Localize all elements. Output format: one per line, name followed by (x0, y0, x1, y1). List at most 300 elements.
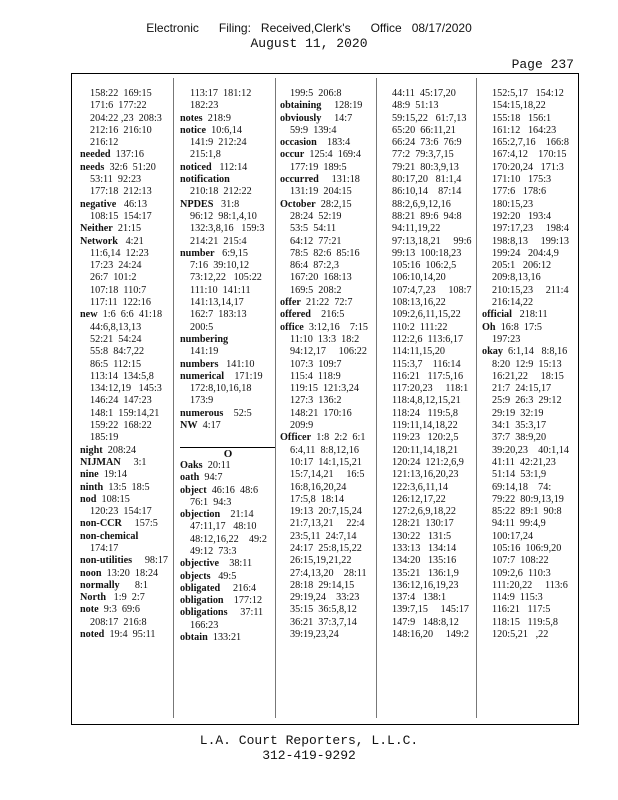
index-references-line: 51:14 53:1,9 (492, 469, 547, 481)
index-entry (180, 420, 276, 432)
index-references-line: 180:15,23 (492, 198, 534, 210)
index-references-line: 76:1 94:3 (190, 496, 232, 508)
index-references: 3:1 (120, 456, 147, 468)
index-references: 13:20 18:24 (101, 567, 159, 579)
index-references-line: 171:6 177:22 (90, 100, 147, 112)
index-references-line: 216:14,22 (492, 297, 534, 309)
index-entry (80, 580, 176, 592)
index-references-line: 88:21 89:6 94:8 (392, 210, 462, 222)
index-word: obligation (180, 595, 224, 607)
index-word: notes (180, 112, 203, 124)
index-references: 141:10 (218, 358, 255, 370)
column-divider (275, 78, 276, 718)
index-references-line: 212:16 216:10 (90, 124, 152, 136)
index-column-1 (80, 88, 176, 641)
index-word: negative (80, 198, 117, 210)
index-references-line: 69:14,18 74: (492, 481, 552, 493)
index-entry (180, 199, 276, 211)
index-references: 28:2,15 (315, 198, 352, 210)
index-entry (180, 558, 276, 570)
index-references: 20:11 (202, 459, 231, 471)
index-references-line: 119:11,14,18,22 (392, 420, 458, 432)
index-entry (80, 568, 176, 580)
index-references-line: 118:15 119:5,8 (492, 616, 559, 628)
index-references-line: 39:19,23,24 (290, 629, 339, 641)
index-entry (280, 297, 376, 309)
index-references-line: 127:2,6,9,18,22 (392, 506, 456, 518)
index-entry (180, 113, 276, 125)
index-references: 125:4 169:4 (304, 149, 361, 161)
index-references-line: 53:5 54:11 (290, 223, 337, 235)
index-word: North (80, 592, 107, 604)
index-references: 108:15 (96, 493, 130, 505)
index-references-line: 94:11 99:4,9 (492, 518, 546, 530)
index-word: non-utilities (80, 555, 133, 567)
index-references-line: 113:17 181:12 (190, 88, 252, 99)
index-references-line: 120:11,14,18,21 (392, 444, 459, 456)
index-references-line: 66:24 73:6 76:9 (392, 137, 462, 149)
index-entry (482, 346, 578, 358)
index-references-line: 158:22 169:15 (90, 88, 152, 99)
index-references-line: 55:8 84:7,22 (90, 346, 145, 358)
index-entry (80, 482, 176, 494)
index-references: 1:8 2:2 6:1 (311, 432, 366, 444)
index-references-line: 177:6 178:6 (492, 186, 547, 198)
index-word: new (80, 309, 98, 321)
index-references-line: 110:2 111:22 (392, 321, 448, 333)
index-references-line: 23:5,11 24:7,14 (290, 530, 357, 542)
index-references-line: 152:5,17 154:12 (492, 88, 564, 99)
index-word: noon (80, 567, 102, 579)
index-word: non-CCR (80, 518, 122, 530)
index-references-line: 169:5 208:2 (290, 284, 342, 296)
index-references-line: 126:12,17,22 (392, 493, 446, 505)
page-number: Page 237 (511, 57, 574, 72)
index-references-line: 136:12,16,19,23 (392, 579, 459, 591)
index-references-line: 120:24 121:2,6,9 (392, 456, 464, 468)
index-references: 37:11 (227, 607, 264, 619)
index-word: numerical (180, 370, 225, 382)
index-references-line: 86:5 112:15 (90, 358, 142, 370)
index-references-line: 116:21 117:5 (492, 604, 551, 616)
index-references-line: 133:13 134:14 (392, 542, 457, 554)
index-references-line: 77:2 79:3,7,15 (392, 149, 454, 161)
index-references-line: 35:15 36:5,8,12 (290, 604, 357, 616)
index-entry (280, 113, 376, 125)
index-references-line: 146:24 147:23 (90, 395, 152, 407)
index-references: 19:14 (98, 469, 127, 481)
index-references: 32:6 51:20 (104, 161, 156, 173)
index-references-line: 135:21 136:1,9 (392, 567, 459, 579)
index-references-line: 7:16 39:10,12 (190, 260, 250, 272)
index-entry (80, 592, 176, 604)
index-references-line: 114:9 115:3 (492, 592, 543, 604)
index-references-line: 117:20,23 118:1 (392, 383, 469, 395)
index-references-line: 80:17,20 81:1,4 (392, 174, 462, 186)
index-references: 133:21 (207, 632, 242, 644)
index-references-line: 26:7 101:2 (90, 272, 137, 284)
index-word: noticed (180, 161, 212, 173)
index-references-line: 115:4 118:9 (290, 370, 341, 382)
index-word: night (80, 444, 103, 456)
index-references-line: 65:20 66:11,21 (392, 124, 456, 136)
index-references-line: 215:1,8 (190, 149, 221, 161)
index-word: occurred (280, 174, 319, 186)
index-references-line: 11:10 13:3 18:2 (290, 333, 360, 345)
index-word: oath (180, 472, 200, 484)
index-references-line: 141:19 (190, 346, 219, 358)
index-references-line: 216:12 (90, 137, 119, 149)
index-entry (280, 100, 376, 112)
index-references-line: 115:3,7 116:14 (392, 358, 461, 370)
index-word: offered (280, 309, 311, 321)
index-references-line: 210:18 212:22 (190, 186, 252, 198)
index-references-line: 148:16,20 149:2 (392, 629, 469, 641)
index-references-line: 16:21,22 18:15 (492, 370, 564, 382)
index-references-line: 8:20 12:9 15:13 (492, 358, 562, 370)
index-references: 216:4 (220, 582, 257, 594)
column-divider (476, 78, 477, 718)
index-references-line: 36:21 37:3,7,14 (290, 616, 357, 628)
index-word: obligations (180, 607, 228, 619)
index-word: obtain (180, 632, 208, 644)
index-references: 183:4 (316, 137, 351, 149)
index-references-line: 118:24 119:5,8 (392, 407, 459, 419)
index-references-line: 10:17 14:1,15,21 (290, 456, 362, 468)
index-references: 21:15 (112, 223, 142, 235)
index-column-4 (382, 88, 478, 641)
index-references-line: 209:9 (290, 420, 314, 432)
index-references-line: 86:10,14 87:14 (392, 186, 462, 198)
index-references: 10:6,14 (206, 124, 242, 136)
index-references-line: 111:20,22 113:6 (492, 579, 568, 591)
index-entry (280, 199, 376, 211)
index-references: 31:8 (213, 198, 240, 210)
index-references-line: 48:9 51:13 (392, 100, 439, 112)
index-references-line: 120:23 154:17 (90, 506, 152, 518)
index-references-line: 106:10,14,20 (392, 272, 446, 284)
index-references: 128:19 (321, 100, 363, 112)
index-entry (280, 309, 376, 321)
index-references-line: 192:20 193:4 (492, 210, 552, 222)
index-references: 3:12,16 7:15 (303, 321, 369, 333)
index-references: 19:4 95:11 (104, 629, 156, 641)
index-entry (280, 137, 376, 149)
index-references-line: 200:5 (190, 321, 214, 333)
index-references-line: 107:3 109:7 (290, 358, 342, 370)
index-references-line: 108:13,16,22 (392, 297, 446, 309)
footer-company: L.A. Court Reporters, L.L.C. (199, 733, 419, 748)
index-word: offer (280, 297, 301, 309)
index-word: number (180, 247, 215, 259)
index-references-line: 19:13 20:7,15,24 (290, 506, 362, 518)
index-word: October (280, 198, 316, 210)
index-word: NW (180, 420, 198, 432)
index-references-line: 15:7,14,21 16:5 (290, 469, 365, 481)
index-references-line: 132:3,8,16 159:3 (190, 223, 265, 235)
index-references: 16:8 17:5 (495, 321, 543, 333)
index-entry (80, 162, 176, 174)
index-references: 157:5 (121, 518, 158, 530)
index-word: numbering (180, 333, 229, 345)
index-entry (80, 223, 176, 235)
index-references-line: 17:5,8 18:14 (290, 493, 345, 505)
index-references-line: 34:1 35:3,17 (492, 420, 547, 432)
index-references-line: 105:16 106:9,20 (492, 542, 562, 554)
index-references-line: 108:15 154:17 (90, 210, 152, 222)
index-references-line: 174:17 (90, 542, 119, 554)
index-word: obligated (180, 582, 221, 594)
index-references: 52:5 (223, 407, 252, 419)
index-entry (80, 236, 176, 248)
index-references-line: 17:23 24:24 (90, 260, 142, 272)
index-references: 21:22 72:7 (300, 297, 353, 309)
index-references-line: 29:19,24 33:23 (290, 592, 360, 604)
index-word: objects (180, 570, 211, 582)
index-references-line: 99:13 100:18,23 (392, 247, 462, 259)
document-date: August 11, 2020 (250, 36, 368, 51)
index-word: nine (80, 469, 99, 481)
index-references-line: 120:5,21 ,22 (492, 629, 549, 641)
index-references: 4:17 (197, 420, 221, 432)
index-word: needs (80, 161, 105, 173)
index-entry (80, 518, 176, 530)
index-entry (180, 472, 276, 484)
index-references: 6:9,15 (214, 247, 248, 259)
index-references-line: 52:21 54:24 (90, 333, 142, 345)
index-references-line: 121:13,16,20,23 (392, 469, 459, 481)
index-references-line: 73:12,22 105:22 (190, 272, 262, 284)
index-references-line: 100:17,24 (492, 530, 534, 542)
index-references-line: 155:18 156:1 (492, 112, 552, 124)
index-word: objection (180, 509, 221, 521)
index-references-line: 159:22 168:22 (90, 420, 152, 432)
index-references-line: 118:4,8,12,15,21 (392, 395, 461, 407)
index-references-line: 16:8,16,20,24 (290, 481, 347, 493)
index-references-line: 107:18 110:7 (90, 284, 147, 296)
index-references-line: 214:21 215:4 (190, 235, 247, 247)
index-references: 38:11 (219, 558, 253, 570)
index-word: numerous (180, 407, 224, 419)
index-references-line: 113:14 134:5,8 (90, 370, 154, 382)
index-references-line: 88:2,6,9,12,16 (392, 198, 451, 210)
index-references: 6:1,14 8:8,16 (502, 346, 568, 358)
index-references-line: 130:22 131:5 (392, 530, 452, 542)
index-word: nod (80, 493, 97, 505)
index-entry (180, 632, 276, 644)
index-references: 218:11 (512, 309, 548, 321)
column-divider (376, 78, 377, 718)
index-references-line: 165:2,7,16 166:8 (492, 137, 569, 149)
index-entry (80, 457, 176, 469)
index-references-line: 105:16 106:2,5 (392, 260, 457, 272)
index-references-line: 94:11,19,22 (392, 223, 441, 235)
index-references-line: 109:2,6,11,15,22 (392, 309, 461, 321)
index-word: Officer (280, 432, 312, 444)
index-references: 94:7 (199, 472, 223, 484)
index-entry (180, 248, 276, 260)
index-references-line: 119:23 120:2,5 (392, 432, 459, 444)
index-column-5 (482, 88, 578, 641)
index-references: 131:18 (318, 174, 360, 186)
index-references-line: 107:7 108:22 (492, 555, 549, 567)
index-references-line: 141:13,14,17 (190, 297, 244, 309)
index-references-line: 204:22 ,23 208:3 (90, 112, 162, 124)
index-word: noted (80, 629, 105, 641)
index-references-line: 59:9 139:4 (290, 124, 337, 136)
index-references-line: 29:19 32:19 (492, 407, 544, 419)
index-references-line: 28:24 52:19 (290, 210, 342, 222)
index-references-line: 177:19 189:5 (290, 161, 347, 173)
index-references-line: 48:12,16,22 49:2 (190, 533, 267, 545)
index-entry (80, 629, 176, 641)
index-entry (482, 322, 578, 334)
column-divider (173, 78, 174, 718)
index-word: okay (482, 346, 503, 358)
index-references: 21:14 (220, 509, 254, 521)
index-references-line: 94:12,17 106:22 (290, 346, 367, 358)
index-references-line: 162:7 183:13 (190, 309, 247, 321)
filing-header: Electronic Filing: Received,Clerk's Office 08/17/2020 (146, 21, 472, 35)
index-references-line: 128:21 130:17 (392, 518, 454, 530)
index-entry (80, 555, 176, 567)
index-word: NPDES (180, 198, 214, 210)
index-references-line: 11:6,14 12:23 (90, 247, 149, 259)
index-references: 208:24 (102, 444, 137, 456)
index-word: normally (80, 579, 120, 591)
index-word: Neither (80, 223, 113, 235)
index-references-line: 109:2,6 110:3 (492, 567, 551, 579)
index-entry (280, 174, 376, 186)
index-references-line: 28:18 29:14,15 (290, 579, 355, 591)
index-references-line: 78:5 82:6 85:16 (290, 247, 360, 259)
index-entry (180, 583, 276, 595)
index-references-line: 44:11 45:17,20 (392, 88, 456, 99)
index-references-line: 37:7 38:9,20 (492, 432, 547, 444)
index-word: official (482, 309, 512, 321)
index-references: 13:5 18:5 (103, 481, 150, 493)
index-references-line: 137:4 138:1 (392, 592, 447, 604)
index-references: 9:3 69:6 (98, 604, 141, 616)
index-word: object (180, 484, 207, 496)
index-references-line: 171:10 175:3 (492, 174, 552, 186)
index-word: numbers (180, 358, 219, 370)
index-entry (80, 494, 176, 506)
index-references-line: 86:4 87:2,3 (290, 260, 339, 272)
index-references-line: 185:19 (90, 432, 119, 444)
index-references-line: 197:17,23 198:4 (492, 223, 569, 235)
index-references-line: 119:15 121:3,24 (290, 383, 359, 395)
index-references-line: 161:12 164:23 (492, 124, 557, 136)
index-word: obtaining (280, 100, 322, 112)
index-entry (80, 199, 176, 211)
index-references: 49:5 (210, 570, 237, 582)
index-references-line: 97:13,18,21 99:6 (392, 235, 472, 247)
index-references-line: 107:4,7,23 108:7 (392, 284, 472, 296)
index-word: obviously (280, 112, 322, 124)
index-references-line: 116:21 117:5,16 (392, 370, 464, 382)
index-references-line: 205:1 206:12 (492, 260, 552, 272)
index-references-line: 199:24 204:4,9 (492, 247, 559, 259)
index-word: objective (180, 558, 220, 570)
index-entry (180, 460, 276, 472)
index-references-line: 25:9 26:3 29:12 (492, 395, 562, 407)
index-references-line: 112:2,6 113:6,17 (392, 333, 464, 345)
index-references: 218:9 (202, 112, 231, 124)
index-references-line: 59:15,22 61:7,13 (392, 112, 467, 124)
index-references-line: 49:12 73:3 (190, 545, 237, 557)
index-references: 171:19 (224, 370, 263, 382)
index-references-line: 210:15,23 211:4 (492, 284, 569, 296)
index-entry (180, 607, 276, 619)
index-references-line: 167:4,12 170:15 (492, 149, 567, 161)
index-entry (180, 125, 276, 137)
index-word: notification (180, 174, 230, 186)
index-entry (80, 604, 176, 616)
index-references-line: 166:23 (190, 619, 219, 631)
index-references-line: 199:5 206:8 (290, 88, 342, 99)
index-entry (180, 162, 276, 174)
index-references-line: 27:4,13,20 28:11 (290, 567, 367, 579)
index-entry (80, 149, 176, 161)
index-column-2 (180, 88, 276, 644)
index-references: 137:16 (110, 149, 144, 161)
index-word: Oaks (180, 459, 203, 471)
index-references-line: 147:9 148:8,12 (392, 616, 459, 628)
index-entry (80, 445, 176, 457)
index-references-line: 117:11 122:16 (90, 297, 151, 309)
index-references-line: 170:20,24 171:3 (492, 161, 564, 173)
footer-phone: 312-419-9292 (262, 748, 356, 763)
index-references: 1:6 6:6 41:18 (97, 309, 163, 321)
index-entry (80, 531, 176, 543)
index-references: 216:5 (310, 309, 345, 321)
index-references-line: 47:11,17 48:10 (190, 521, 257, 533)
index-references-line: 122:3,6,11,14 (392, 481, 448, 493)
index-references-line: 21:7 24:15,17 (492, 383, 552, 395)
index-references: 98:17 (132, 555, 169, 567)
index-references: 1:9 2:7 (106, 592, 145, 604)
index-word: Network (80, 235, 118, 247)
index-references-line: 79:22 80:9,13,19 (492, 493, 564, 505)
index-word: needed (80, 149, 111, 161)
index-references: 112:14 (211, 161, 248, 173)
index-references-line: 167:20 168:13 (290, 272, 352, 284)
index-references-line: 85:22 89:1 90:8 (492, 506, 562, 518)
index-entry (180, 595, 276, 607)
index-references-line: 134:12,19 145:3 (90, 383, 162, 395)
index-entry (180, 371, 276, 383)
index-references-line: 79:21 80:3,9,13 (392, 161, 459, 173)
index-references-line: 148:21 170:16 (290, 407, 352, 419)
index-references-line: 148:1 159:14,21 (90, 407, 160, 419)
index-entry (80, 469, 176, 481)
index-entry (180, 359, 276, 371)
index-word: occur (280, 149, 305, 161)
word-index-box (71, 73, 579, 725)
index-references: 4:21 (117, 235, 144, 247)
index-letter-header: O (180, 447, 276, 460)
index-references-line: 114:11,15,20 (392, 346, 446, 358)
index-references-line: 177:18 212:13 (90, 186, 152, 198)
index-references-line: 64:12 77:21 (290, 235, 342, 247)
index-word: NIJMAN (80, 456, 121, 468)
index-references-line: 173:9 (190, 395, 214, 407)
index-entry (482, 309, 578, 321)
index-word: note (80, 604, 99, 616)
index-word: ninth (80, 481, 104, 493)
index-references-line: 154:15,18,22 (492, 100, 546, 112)
